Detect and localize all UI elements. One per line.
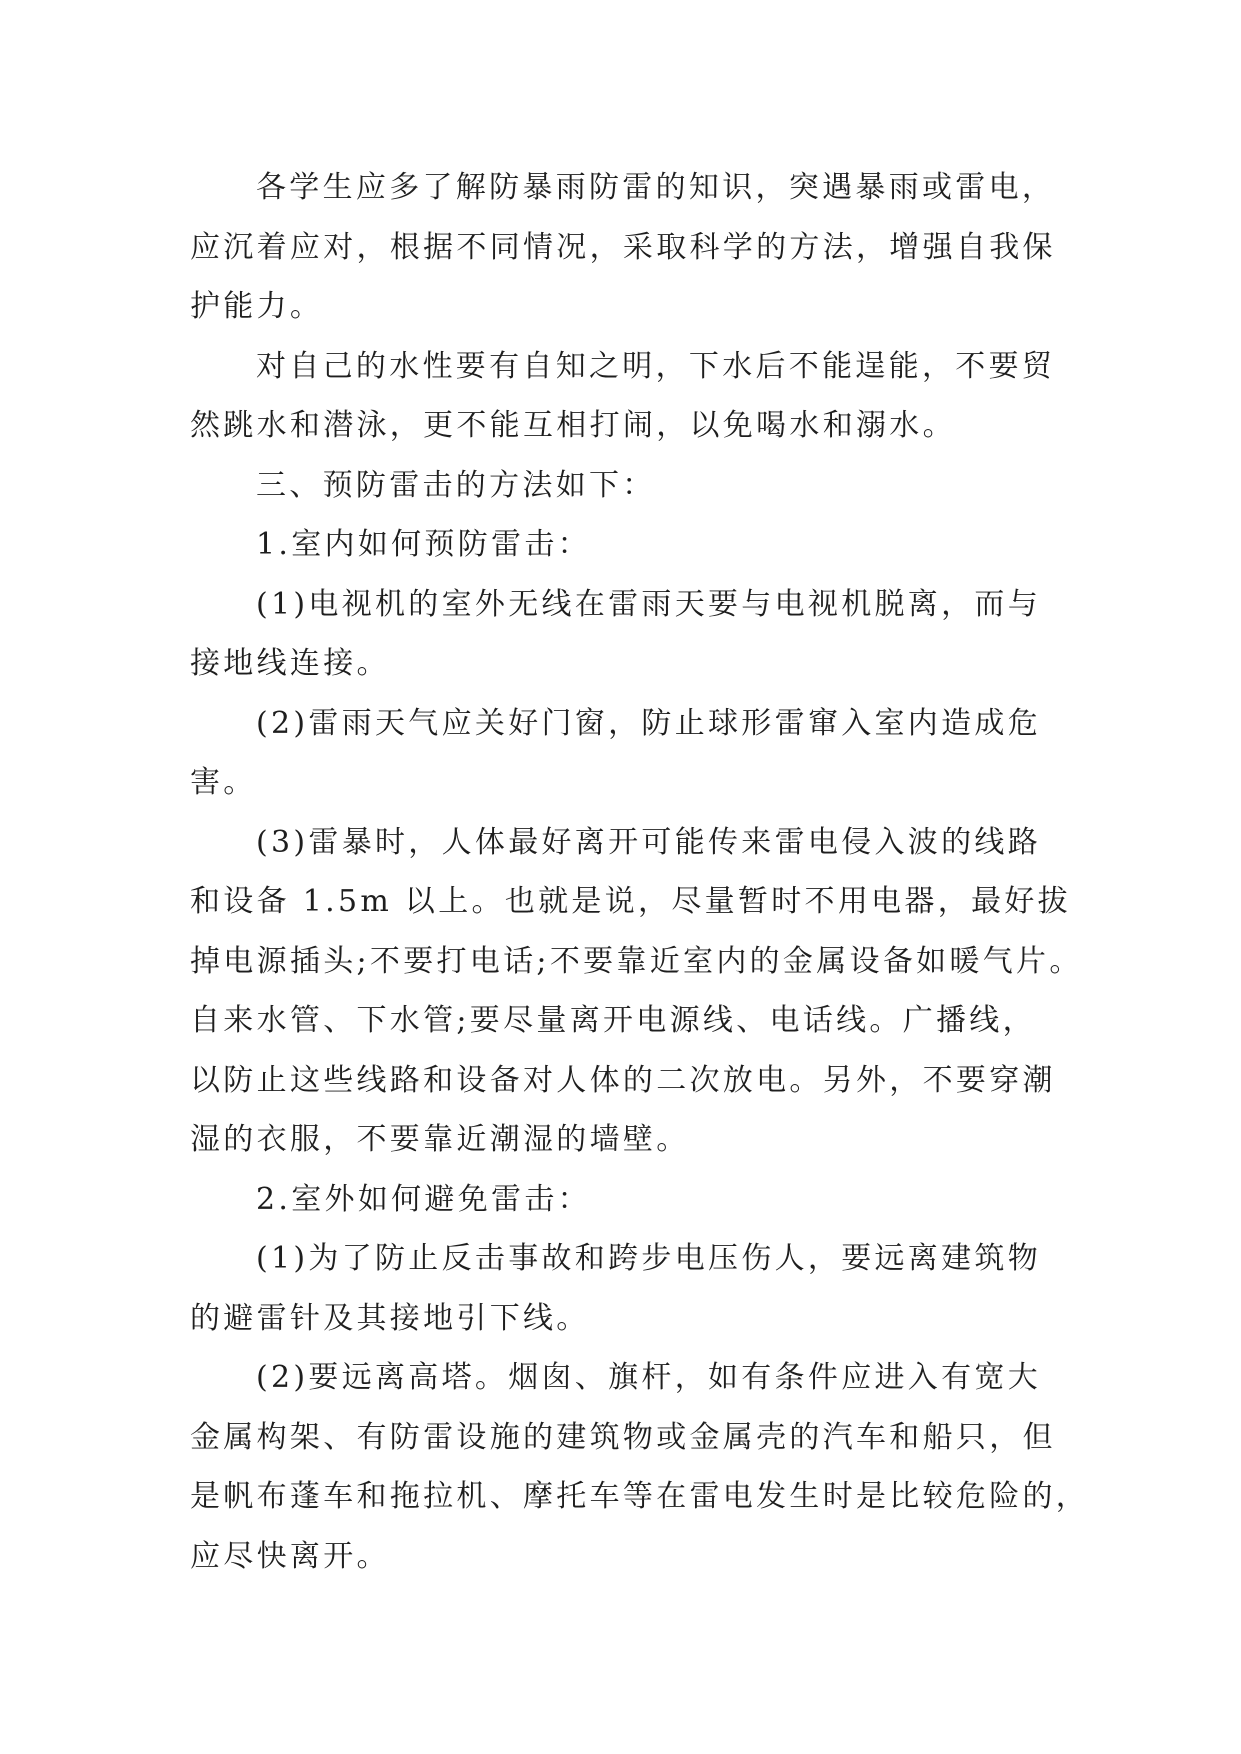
text-line: 各学生应多了解防暴雨防雷的知识，突遇暴雨或雷电，	[256, 170, 1056, 205]
text-line: (1)电视机的室外无线在雷雨天要与电视机脱离，而与	[256, 586, 1041, 622]
text-line: (1)为了防止反击事故和跨步电压伤人，要远离建筑物	[256, 1241, 1041, 1276]
text-line: 自来水管、下水管;要尽量离开电源线、电话线。广播线，	[190, 1003, 1036, 1038]
text-line: 和设备 1.5m 以上。也就是说，尽量暂时不用电器，最好拔	[190, 884, 1071, 919]
document-body	[190, 158, 1090, 1586]
section-heading: 三、预防雷击的方法如下：	[256, 467, 656, 503]
text-line: (2)雷雨天气应关好门窗，防止球形雷窜入室内造成危	[256, 705, 1041, 741]
text-line: (2)要远离高塔。烟囱、旗杆，如有条件应进入有宽大	[256, 1360, 1041, 1395]
text-line: 以防止这些线路和设备对人体的二次放电。另外，不要穿潮	[190, 1062, 1056, 1098]
subsection-heading: 1.室内如何预防雷击：	[256, 527, 591, 562]
text-line: 掉电源插头;不要打电话;不要靠近室内的金属设备如暖气片。	[190, 943, 1083, 979]
text-line: 接地线连接。	[190, 646, 390, 681]
text-line: 金属构架、有防雷设施的建筑物或金属壳的汽车和船只，但	[190, 1419, 1056, 1455]
text-line: 害。	[190, 765, 257, 800]
text-line: 然跳水和潜泳，更不能互相打闹，以免喝水和溺水。	[190, 408, 956, 443]
text-line: 应尽快离开。	[190, 1538, 390, 1574]
text-line: 应沉着应对，根据不同情况，采取科学的方法，增强自我保	[190, 229, 1056, 265]
text-line: 是帆布蓬车和拖拉机、摩托车等在雷电发生时是比较危险的，	[190, 1479, 1090, 1514]
text-line: 的避雷针及其接地引下线。	[190, 1300, 590, 1336]
text-line: (3)雷暴时，人体最好离开可能传来雷电侵入波的线路	[256, 824, 1041, 860]
text-line: 湿的衣服，不要靠近潮湿的墙壁。	[190, 1122, 690, 1157]
subsection-heading: 2.室外如何避免雷击：	[256, 1181, 591, 1217]
text-line: 护能力。	[190, 289, 324, 324]
text-line: 对自己的水性要有自知之明，下水后不能逞能，不要贸	[256, 348, 1056, 384]
